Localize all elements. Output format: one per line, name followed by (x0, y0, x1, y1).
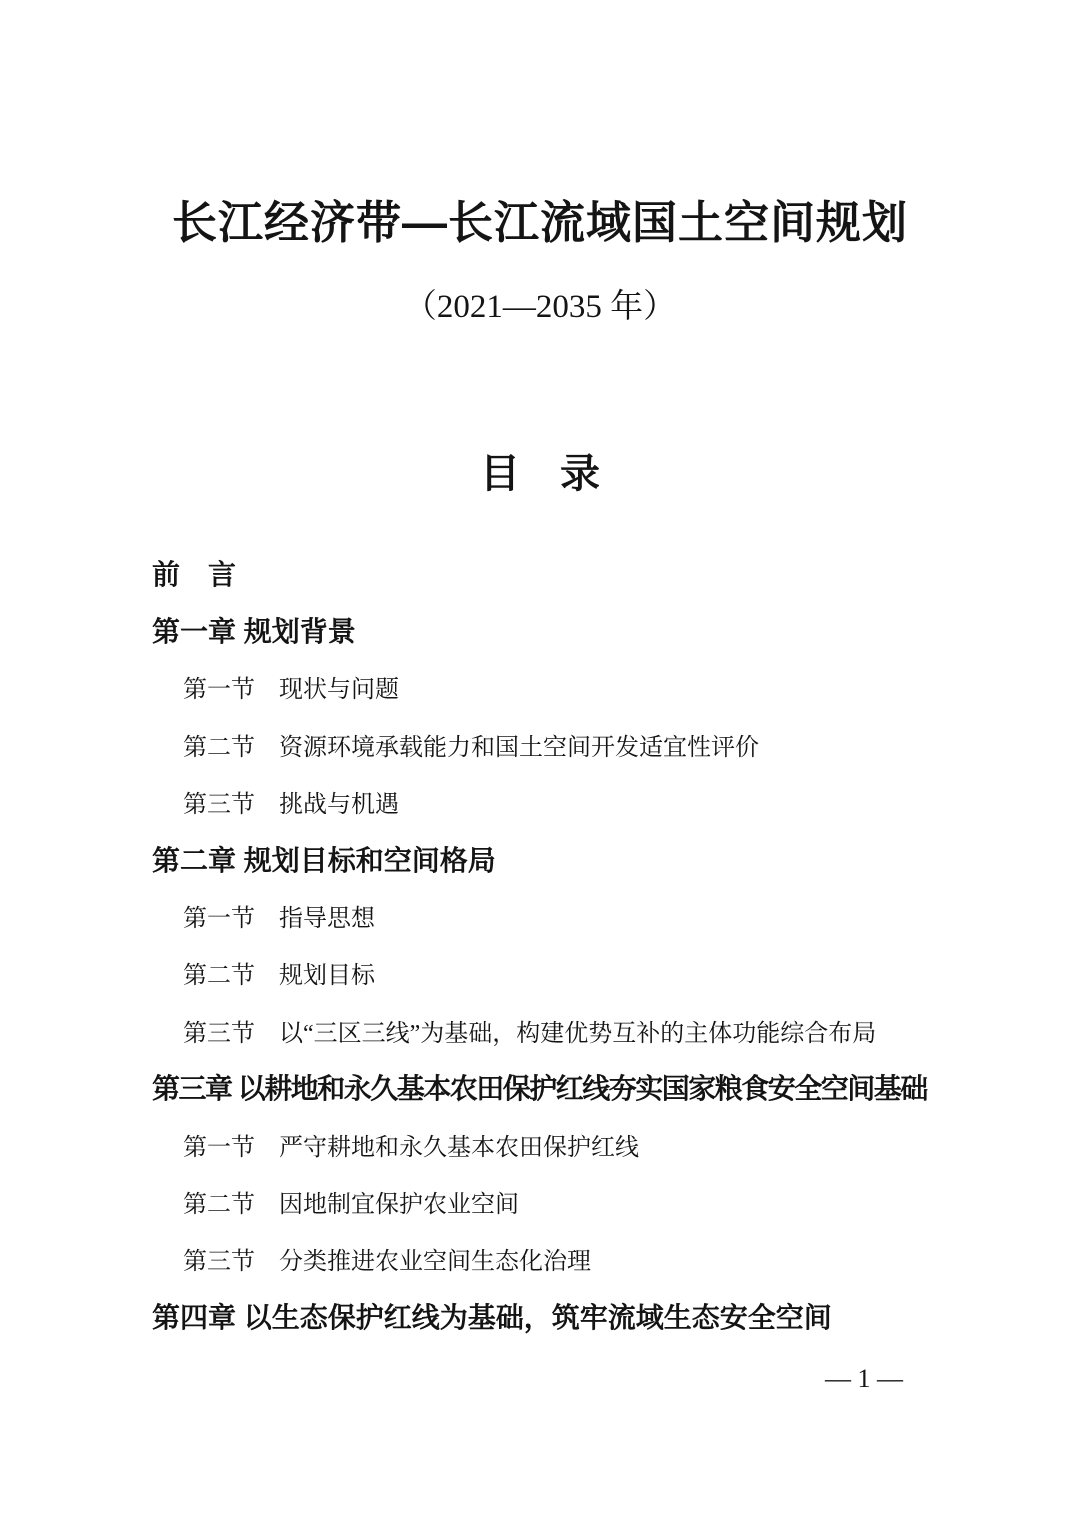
toc-entry-chapter-4: 第四章 以生态保护红线为基础，筑牢流域生态安全空间 (152, 1302, 832, 1334)
document-title: 长江经济带—长江流域国土空间规划 (171, 197, 908, 248)
toc-entry-ch1-section-3: 第三节 挑战与机遇 (183, 791, 399, 818)
toc-entry-ch1-section-2: 第二节 资源环境承载能力和国土空间开发适宜性评价 (183, 734, 759, 761)
page-number: — 1 — (825, 1364, 903, 1393)
toc-entry-chapter-2: 第二章 规划目标和空间格局 (152, 844, 496, 876)
toc-entry-ch2-section-2: 第二节 规划目标 (183, 963, 375, 990)
toc-entry-ch3-section-1: 第一节 严守耕地和永久基本农田保护红线 (183, 1134, 639, 1161)
toc-entry-chapter-1: 第一章 规划背景 (152, 615, 356, 647)
toc-entry-ch2-section-3: 第三节 以“三区三线”为基础，构建优势互补的主体功能综合布局 (183, 1020, 877, 1047)
toc-entry-chapter-3: 第三章 以耕地和永久基本农田保护红线夯实国家粮食安全空间基础 (152, 1073, 927, 1105)
toc-entry-ch3-section-2: 第二节 因地制宜保护农业空间 (183, 1192, 519, 1219)
toc-entry-preface: 前 言 (152, 558, 237, 590)
toc-entry-ch3-section-3: 第三节 分类推进农业空间生态化治理 (183, 1249, 591, 1276)
toc-entry-ch1-section-1: 第一节 现状与问题 (183, 677, 399, 704)
toc-heading: 目 录 (480, 452, 600, 496)
toc-list (152, 544, 1020, 1345)
document-subtitle: （2021—2035 年） (403, 289, 677, 325)
toc-entry-ch2-section-1: 第一节 指导思想 (183, 906, 375, 933)
